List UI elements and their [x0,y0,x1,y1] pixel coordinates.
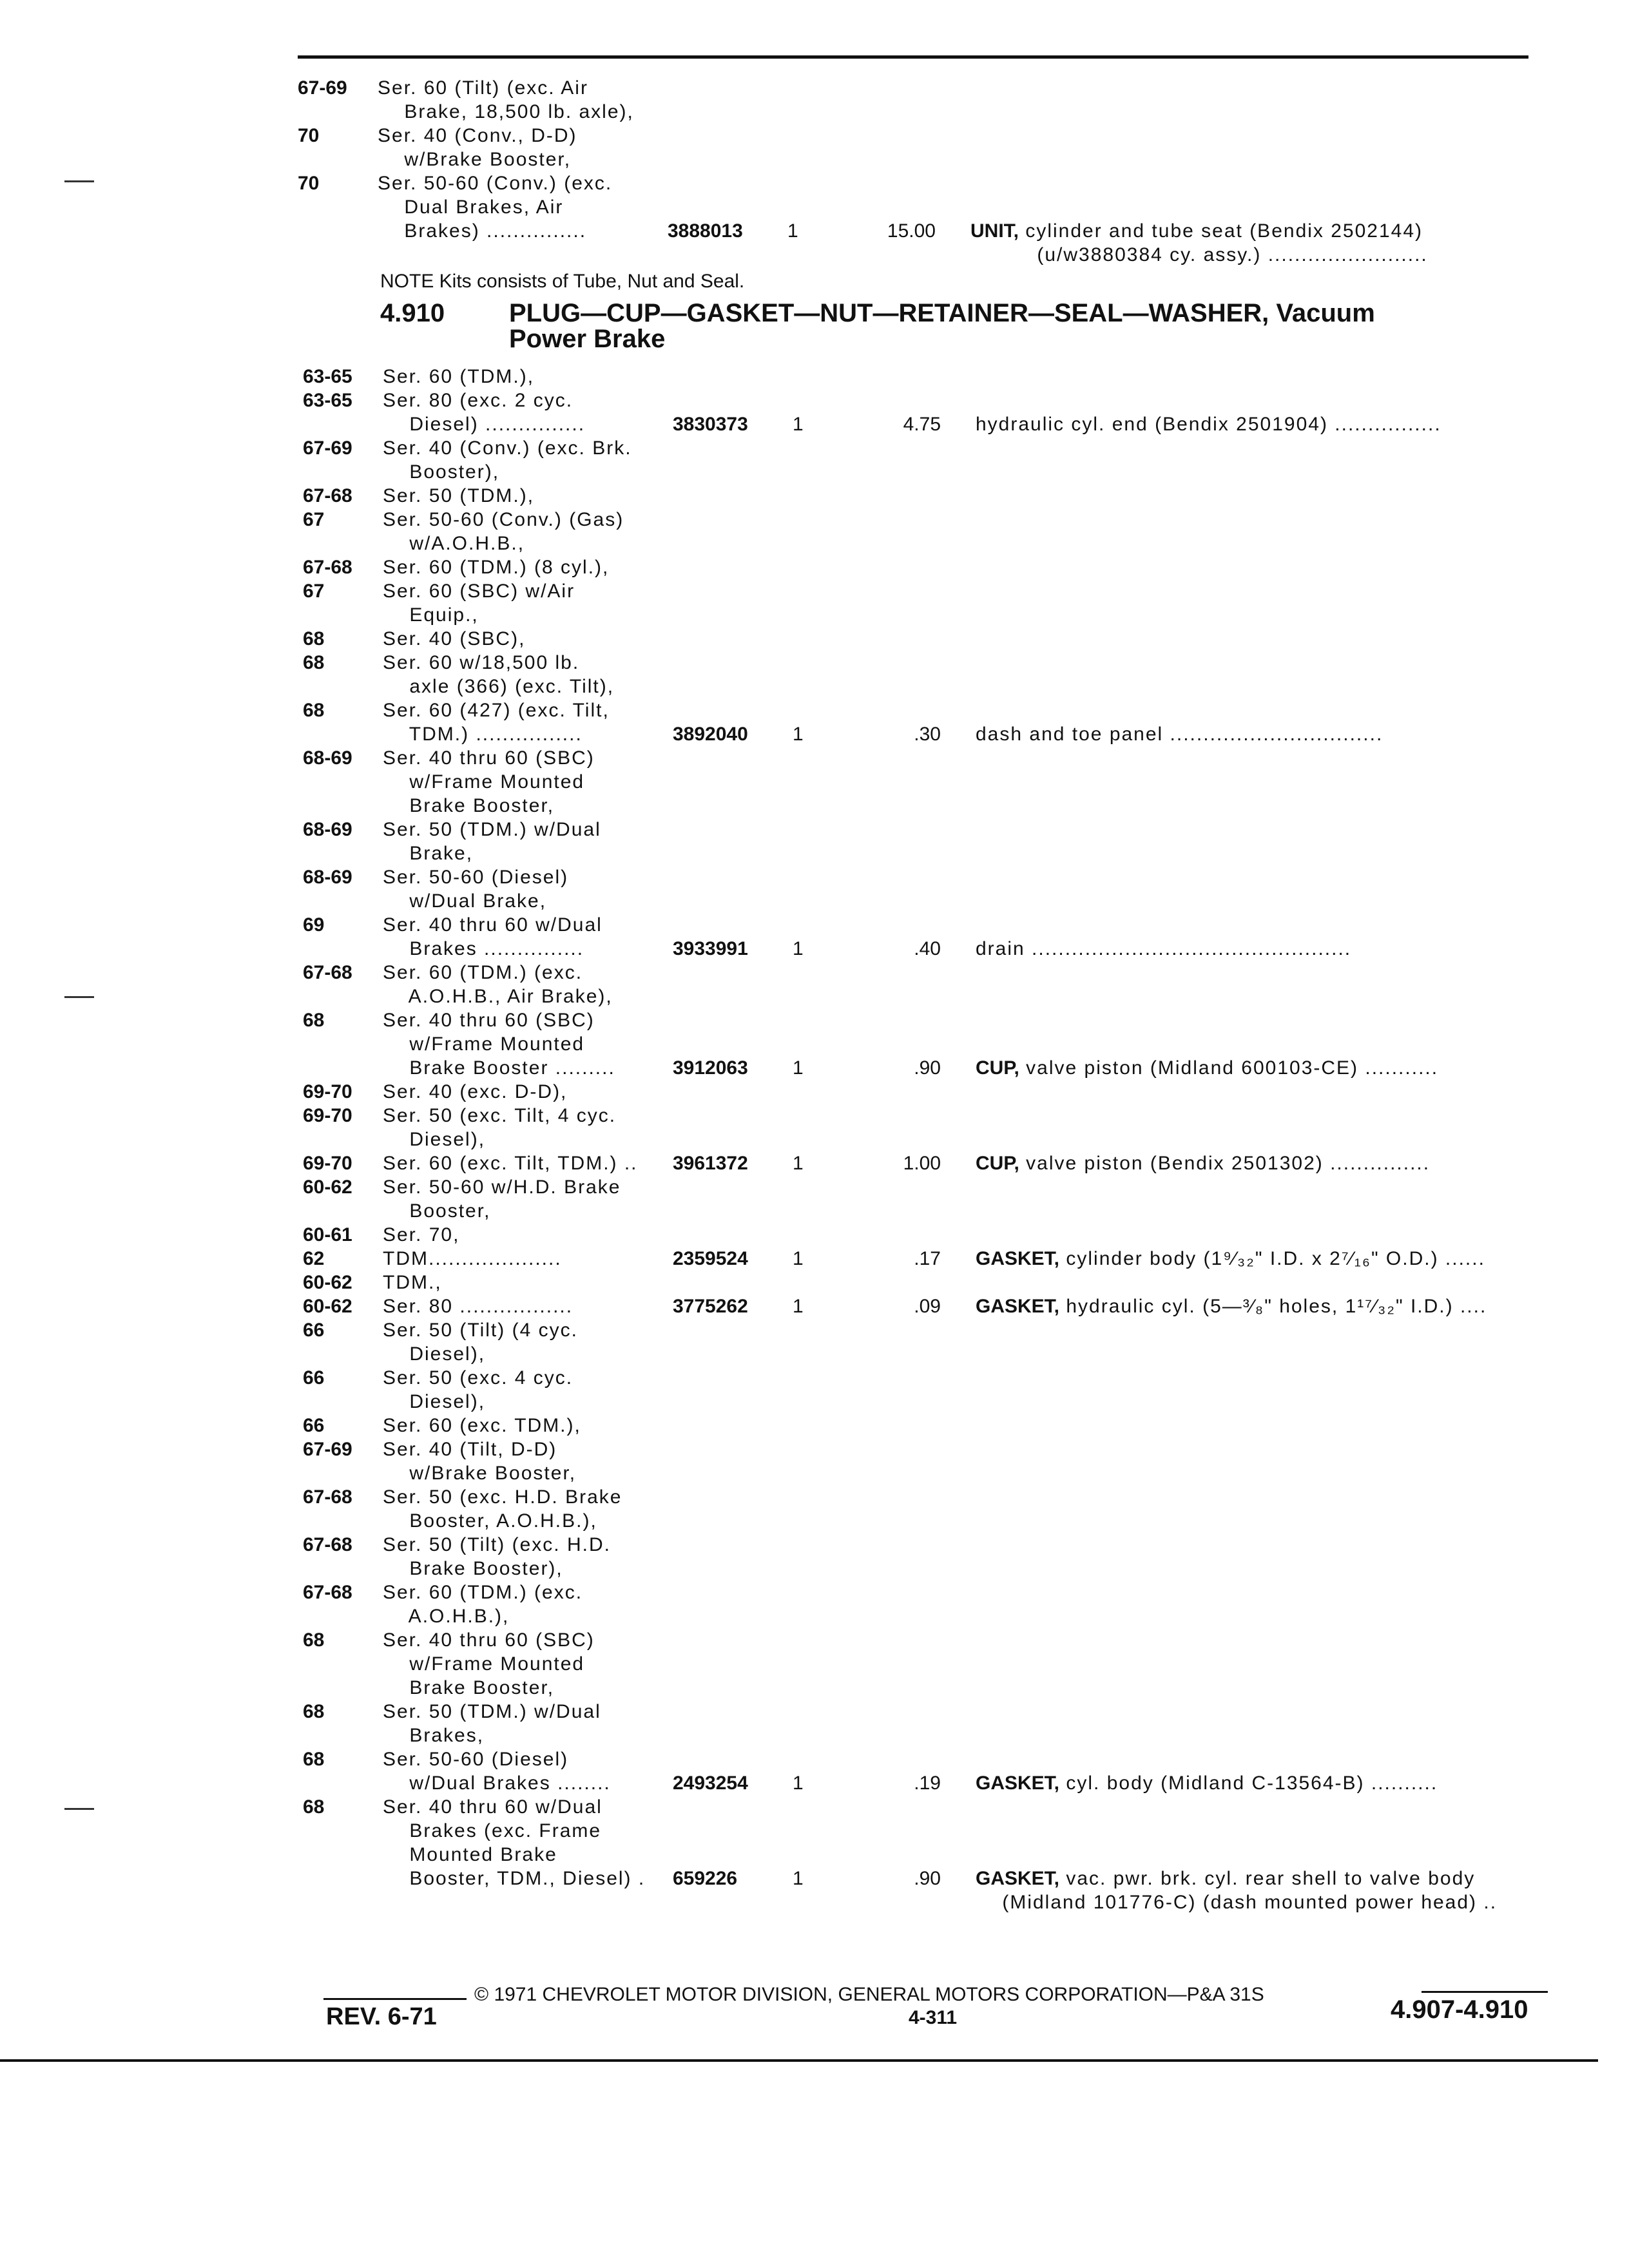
application-description: Ser. 60 (SBC) w/Air [383,581,575,602]
table-row [303,627,1547,651]
table-row [303,1008,1547,1033]
application-description: Ser. 60 w/18,500 lb. [383,652,580,673]
list-price: 15.00 [887,220,936,242]
table-row [303,1747,1547,1772]
part-name-text: dash and toe panel ................................ [976,724,1383,745]
part-name [976,1890,1497,1915]
table-row [303,365,1547,389]
part-number: 3912063 [673,1057,748,1079]
year-range: 67-68 [303,962,352,983]
table-row [298,148,1541,172]
table-row [303,889,1547,914]
application-description: Ser. 60 (TDM.) (exc. [383,962,583,983]
table-row [298,219,1541,244]
top-rule [298,55,1528,59]
table-row [303,1318,1547,1343]
list-price: 1.00 [903,1153,941,1174]
part-number: 3961372 [673,1153,748,1174]
table-row [303,770,1547,794]
application-description: Ser. 80 ................. [383,1296,574,1317]
table-row [303,1533,1547,1557]
copyright-line: © 1971 CHEVROLET MOTOR DIVISION, GENERAL MOTORS CORPORATION—P&A 31S [474,1984,1264,2005]
part-name-text: hydraulic cyl. (5—³⁄₈" holes, 1¹⁷⁄₃₂" I.D.) .... [1059,1296,1487,1317]
table-row [303,532,1547,556]
application-description: Ser. 50-60 (Conv.) (Gas) [383,509,624,530]
application-description: Booster, [383,1200,491,1222]
table-row [298,100,1541,124]
table-row [303,389,1547,413]
application-description: Ser. 50 (Tilt) (exc. H.D. [383,1534,611,1555]
application-description: Equip., [383,604,479,626]
table-row [303,1700,1547,1724]
table-row [303,1843,1547,1867]
table-row [303,937,1547,961]
part-name [970,219,1423,244]
year-range: 68-69 [303,867,352,888]
table-row [303,1271,1547,1295]
part-name-text: valve piston (Midland 600103-CE) ........... [1019,1057,1439,1079]
table-row [303,1223,1547,1247]
application-description: Ser. 60 (Tilt) (exc. Air [378,77,588,99]
table-row [303,1366,1547,1390]
kit-note: NOTE Kits consists of Tube, Nut and Seal. [380,271,745,292]
part-name [976,412,1441,437]
part-name-text: valve piston (Bendix 2501302) ............... [1019,1153,1431,1174]
part-name-text: cylinder and tube seat (Bendix 2502144) [1019,220,1423,242]
application-description: A.O.H.B., Air Brake), [383,986,613,1007]
table-row [303,1890,1547,1915]
year-range: 68 [303,1796,325,1818]
year-range: 68-69 [303,747,352,769]
quantity: 1 [793,1296,804,1317]
table-row [303,1056,1547,1081]
revision-label: REV. 6-71 [326,2003,437,2030]
year-range: 67-69 [303,437,352,459]
year-range: 67-68 [303,1486,352,1508]
section-4-910-listing [303,365,1547,1911]
table-row [298,124,1541,148]
section-number: 4.910 [380,299,445,327]
part-name-text: cyl. body (Midland C-13564-B) .......... [1059,1773,1438,1794]
application-description: w/Brake Booster, [383,1463,577,1484]
part-number: 2359524 [673,1248,748,1269]
application-description: w/Brake Booster, [378,149,572,170]
application-description: Ser. 60 (TDM.) (8 cyl.), [383,557,610,578]
table-row [303,1628,1547,1653]
table-row [303,1437,1547,1462]
list-price: .40 [914,938,941,959]
part-number: 3830373 [673,414,748,435]
part-name [976,1867,1475,1891]
application-description: Dual Brakes, Air [378,197,564,218]
table-row [303,1819,1547,1843]
table-row [303,1104,1547,1128]
year-range: 68 [303,1749,325,1770]
year-range: 60-62 [303,1177,352,1198]
quantity: 1 [793,724,804,745]
part-name-text: (Midland 101776-C) (dash mounted power head) .. [976,1892,1498,1913]
year-range: 67 [303,581,325,602]
part-name [976,1151,1430,1176]
application-description: Ser. 40 thru 60 w/Dual [383,914,602,936]
table-row [303,1199,1547,1224]
table-row [303,865,1547,890]
application-description: Ser. 40 thru 60 w/Dual [383,1796,602,1818]
table-row [303,1151,1547,1176]
table-row [303,1509,1547,1533]
table-row [303,1771,1547,1796]
application-description: Mounted Brake [383,1844,557,1865]
table-row [303,1294,1547,1319]
application-description: w/Dual Brake, [383,890,547,912]
quantity: 1 [793,1868,804,1889]
table-row [303,1128,1547,1152]
application-description: Brake Booster ......... [383,1057,615,1079]
part-name-keyword: GASKET, [976,1773,1060,1794]
application-description: Ser. 40 thru 60 (SBC) [383,747,595,769]
section-4-907-continued [298,76,1541,282]
table-row [303,651,1547,675]
list-price: .90 [914,1868,941,1889]
table-row [303,508,1547,532]
year-range: 70 [298,125,320,146]
part-name-text: hydraulic cyl. end (Bendix 2501904) ................ [976,414,1441,435]
table-row [303,841,1547,866]
part-name-keyword: GASKET, [976,1296,1060,1317]
part-number: 3892040 [673,724,748,745]
part-number: 3888013 [668,220,743,242]
application-description: Ser. 60 (TDM.), [383,366,535,387]
year-range: 68 [303,1629,325,1651]
application-description: Ser. 40 thru 60 (SBC) [383,1629,595,1651]
list-price: .17 [914,1248,941,1269]
part-name-text: vac. pwr. brk. cyl. rear shell to valve body [1059,1868,1476,1889]
year-range: 68 [303,700,325,721]
table-row [303,412,1547,437]
table-row [303,1867,1547,1891]
application-description: Ser. 60 (exc. Tilt, TDM.) .. [383,1153,638,1174]
application-description: axle (366) (exc. Tilt), [383,676,615,697]
margin-mark [64,1808,94,1810]
section-range: 4.907-4.910 [1391,1995,1528,2024]
part-number: 3775262 [673,1296,748,1317]
application-description: Brake Booster), [383,1558,563,1579]
application-description: Booster), [383,461,500,483]
application-description: Diesel), [383,1391,486,1412]
bottom-rule [0,2059,1598,2062]
application-description: w/A.O.H.B., [383,533,525,554]
year-range: 67 [303,509,325,530]
table-row [303,675,1547,699]
table-row [298,76,1541,101]
quantity: 1 [793,1248,804,1269]
quantity: 1 [793,1057,804,1079]
table-row [303,1080,1547,1104]
year-range: 63-65 [303,366,352,387]
application-description: Ser. 50 (TDM.) w/Dual [383,819,601,840]
year-range: 68 [303,652,325,673]
part-name [976,1294,1487,1319]
table-row [303,913,1547,937]
page-number: 4-311 [909,2007,958,2028]
table-row [303,1581,1547,1605]
table-row [303,1724,1547,1748]
table-row [303,1175,1547,1200]
part-name [976,1056,1438,1081]
table-row [303,1652,1547,1677]
part-name-keyword: CUP, [976,1057,1019,1079]
year-range: 68 [303,628,325,649]
year-range: 67-69 [298,77,347,99]
application-description: w/Frame Mounted [383,771,585,793]
list-price: .90 [914,1057,941,1079]
application-description: Ser. 70, [383,1224,460,1245]
table-row [298,195,1541,220]
year-range: 67-68 [303,557,352,578]
list-price: .09 [914,1296,941,1317]
year-range: 60-62 [303,1296,352,1317]
part-name-keyword: GASKET, [976,1868,1060,1889]
year-range: 69-70 [303,1105,352,1126]
year-range: 68 [303,1701,325,1722]
footer-rule-left [323,1998,467,2000]
application-description: Diesel), [383,1343,486,1365]
application-description: Ser. 40 (Conv., D-D) [378,125,577,146]
section-title: PLUG—CUP—GASKET—NUT—RETAINER—SEAL—WASHER, Vacuum [509,299,1375,327]
table-row [303,794,1547,818]
list-price: 4.75 [903,414,941,435]
quantity: 1 [793,1153,804,1174]
application-description: Ser. 50 (exc. Tilt, 4 cyc. [383,1105,617,1126]
year-range: 60-61 [303,1224,352,1245]
footer-rule-right [1422,1991,1548,1993]
part-name-text: cylinder body (1⁹⁄₃₂" I.D. x 2⁷⁄₁₆" O.D.) ...... [1059,1248,1485,1269]
year-range: 67-68 [303,1582,352,1603]
table-row [303,985,1547,1009]
section-heading [380,300,1540,362]
table-row [303,961,1547,985]
year-range: 66 [303,1367,325,1389]
application-description: Ser. 50 (TDM.) w/Dual [383,1701,601,1722]
application-description: Ser. 60 (TDM.) (exc. [383,1582,583,1603]
application-description: Ser. 50-60 (Conv.) (exc. [378,173,613,194]
application-description: Brake, 18,500 lb. axle), [378,101,634,122]
application-description: w/Frame Mounted [383,1653,585,1675]
year-range: 66 [303,1415,325,1436]
year-range: 63-65 [303,390,352,411]
margin-mark [64,180,94,182]
table-row [298,171,1541,196]
year-range: 60-62 [303,1272,352,1293]
year-range: 70 [298,173,320,194]
table-row [303,1461,1547,1486]
application-description: Ser. 50 (TDM.), [383,485,535,506]
year-range: 69 [303,914,325,936]
table-row [303,1414,1547,1438]
application-description: Ser. 40 thru 60 (SBC) [383,1010,595,1031]
application-description: Ser. 40 (Tilt, D-D) [383,1439,557,1460]
part-number: 2493254 [673,1773,748,1794]
quantity: 1 [787,220,798,242]
application-description: w/Frame Mounted [383,1033,585,1055]
part-name-keyword: UNIT, [970,220,1019,242]
application-description: Ser. 60 (427) (exc. Tilt, [383,700,610,721]
application-description: Booster, A.O.H.B.), [383,1510,597,1532]
application-description: Ser. 40 (Conv.) (exc. Brk. [383,437,632,459]
year-range: 66 [303,1320,325,1341]
table-row [303,484,1547,508]
part-name [976,1247,1485,1271]
application-description: Brake, [383,843,474,864]
application-description: Diesel), [383,1129,486,1150]
table-row [303,1247,1547,1271]
list-price: .19 [914,1773,941,1794]
part-name-keyword: GASKET, [976,1248,1060,1269]
application-description: Ser. 50 (Tilt) (4 cyc. [383,1320,578,1341]
application-description: Ser. 50 (exc. 4 cyc. [383,1367,574,1389]
table-row [303,698,1547,723]
application-description: Ser. 50 (exc. H.D. Brake [383,1486,622,1508]
year-range: 67-69 [303,1439,352,1460]
table-row [303,1604,1547,1629]
application-description: TDM.) ................ [383,724,583,745]
table-row [303,1390,1547,1414]
application-description: Brakes ............... [383,938,584,959]
table-row [303,555,1547,580]
part-name [970,243,1428,267]
table-row [303,746,1547,771]
application-description: TDM.................... [383,1248,562,1269]
year-range: 69-70 [303,1153,352,1174]
table-row [303,1557,1547,1581]
table-row [303,436,1547,461]
application-description: Brakes) ............... [378,220,587,242]
part-name [976,1771,1438,1796]
table-row [303,579,1547,604]
part-name-text: drain ................................................ [976,938,1352,959]
year-range: 68 [303,1010,325,1031]
table-row [303,1342,1547,1367]
table-row [298,243,1541,267]
part-number: 659226 [673,1868,738,1889]
application-description: Brake Booster, [383,1677,555,1698]
application-description: Ser. 60 (exc. TDM.), [383,1415,581,1436]
application-description: Ser. 40 (SBC), [383,628,526,649]
application-description: Brake Booster, [383,795,555,816]
application-description: A.O.H.B.), [383,1606,510,1627]
part-name [976,937,1351,961]
part-name-keyword: CUP, [976,1153,1019,1174]
application-description: Brakes (exc. Frame [383,1820,602,1841]
application-description: Ser. 50-60 w/H.D. Brake [383,1177,621,1198]
table-row [303,603,1547,628]
quantity: 1 [793,414,804,435]
year-range: 69-70 [303,1081,352,1102]
application-description: Ser. 50-60 (Diesel) [383,867,569,888]
table-row [303,460,1547,485]
year-range: 67-68 [303,485,352,506]
application-description: Diesel) ............... [383,414,586,435]
application-description: Ser. 80 (exc. 2 cyc. [383,390,574,411]
quantity: 1 [793,938,804,959]
table-row [303,1485,1547,1510]
year-range: 68-69 [303,819,352,840]
part-name [976,722,1383,747]
section-title-continued: Power Brake [509,325,666,353]
application-description: Ser. 40 (exc. D-D), [383,1081,568,1102]
table-row [303,722,1547,747]
margin-mark [64,996,94,998]
quantity: 1 [793,1773,804,1794]
part-name-text: (u/w3880384 cy. assy.) ........................ [970,244,1428,265]
table-row [303,1032,1547,1057]
application-description: w/Dual Brakes ........ [383,1773,611,1794]
application-description: TDM., [383,1272,442,1293]
application-description: Brakes, [383,1725,485,1746]
year-range: 67-68 [303,1534,352,1555]
table-row [303,818,1547,842]
list-price: .30 [914,724,941,745]
part-number: 3933991 [673,938,748,959]
table-row [303,1795,1547,1820]
table-row [303,1676,1547,1700]
application-description: Booster, TDM., Diesel) . [383,1868,646,1889]
application-description: Ser. 50-60 (Diesel) [383,1749,569,1770]
year-range: 62 [303,1248,325,1269]
